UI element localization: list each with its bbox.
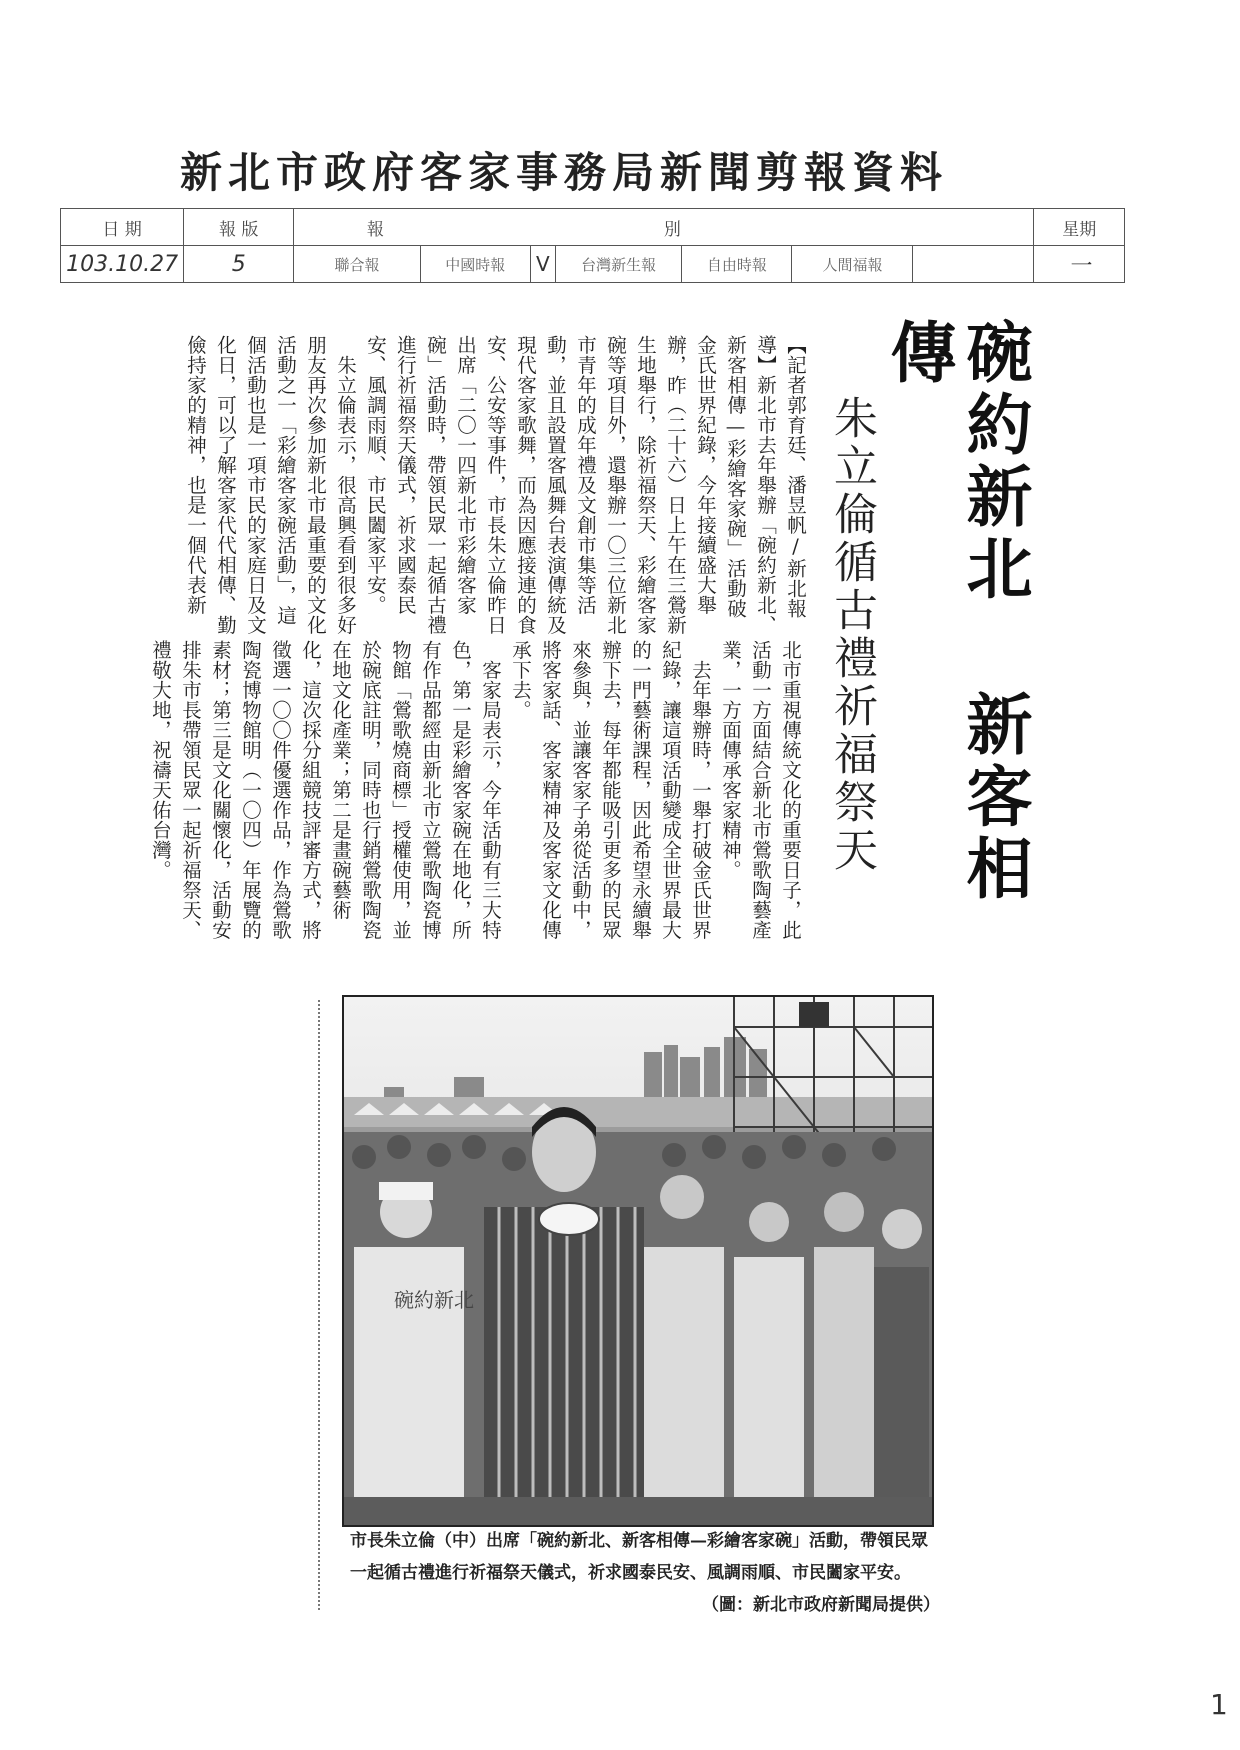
page-title: 新北市政府客家事務局新聞剪報資料 <box>180 148 949 197</box>
article-body-lower <box>149 640 805 945</box>
cut-line <box>318 1000 320 1610</box>
weekday-value: 一 <box>1034 246 1125 283</box>
news-photo <box>342 995 934 1527</box>
paper-ltn: 自由時報 <box>682 246 792 283</box>
clipping-header-table <box>60 208 1125 283</box>
date-value: 103.10.27 <box>61 246 184 283</box>
caption-text: 市長朱立倫（中）出席「碗約新北、新客相傳—彩繪客家碗」活動，帶領民眾一起循古禮進行祈福祭天儀式，祈求國泰民安、風調雨順、市民闔家平安。 <box>350 1531 928 1583</box>
event-photo-illustration <box>344 997 932 1525</box>
body-paragraph: 客家局表示，今年活動有三大特色，第一是彩繪客家碗在地化，所有作品都經由新北市立鶯歌陶瓷博物館「鶯歌燒商標」授權使用，並於碗底註明，同時也行銷鶯歌陶瓷在地文化產業；第二是畫碗藝術化，這次採分組競技評審方式，將徵選一〇〇件優選作品，作為鶯歌陶瓷博物館明（一〇四）年展覽的素材；第三是文化關懷化，活動安排朱市長帶領民眾一起祈福祭天、禮敬大地，祝禱天佑台灣。 <box>149 640 502 940</box>
body-paragraph: 朱立倫表示，很高興看到很多好朋友再次參加新北市最重要的文化活動之一「彩繪客家碗活動」，這個活動也是一項市民的家庭日及文化日，可以了解客家代代相傳、勤儉持家的精神，也是一個代表新 <box>184 335 357 635</box>
date-col-header: 日 期 <box>61 209 184 246</box>
article-subhead: 朱立倫循古禮祈福祭天 <box>826 395 877 875</box>
page-value: 5 <box>184 246 294 283</box>
article-headline: 碗約新北 新客相傳 <box>879 318 1033 906</box>
article-body-upper <box>184 335 810 635</box>
photo-credit: （圖：新北市政府新聞局提供） <box>702 1595 940 1615</box>
paper-check-mark: V <box>530 246 555 283</box>
paper-chinatimes: 中國時報 <box>420 246 530 283</box>
paper-blank <box>913 246 1034 283</box>
paper-merit: 人間福報 <box>792 246 913 283</box>
page-col-header: 報 版 <box>184 209 294 246</box>
body-paragraph: 【記者郭育廷、潘昱帆/新北報導】新北市去年舉辦「碗約新北、新客相傳—彩繪客家碗」活動破金氏世界紀錄，今年接續盛大舉辦，昨（二十六）日上午在三鶯新生地舉行，除祈福祭天、彩繪客家碗等項目外，還舉辦一〇三位新北市青年的成年禮及文創市集等活動，並且設置客風舞台表演傳統及現代客家歌舞，而為因應接連的食安、公安等事件，市長朱立倫昨日出席「二〇一四新北市彩繪客家碗」活動時，帶領民眾一起循古禮進行祈福祭天儀式，祈求國泰民安、風調雨順、市民闔家平安。 <box>364 335 807 635</box>
page-mark: 1 <box>1210 1688 1228 1721</box>
shirt-logo-left: 碗約新北 <box>394 1288 474 1312</box>
body-paragraph: 去年舉辦時，一舉打破金氏世界紀錄，讓這項活動變成全世界最大的一門藝術課程，因此希望永續舉辦下去，每年都能吸引更多的民眾來參與，並讓客家子弟從活動中，將客家話、客家精神及客家文化傳承下去。 <box>509 640 712 940</box>
paper-col-header: 報別 <box>294 209 1034 246</box>
weekday-col-header: 星期 <box>1034 209 1125 246</box>
paper-tssdnews: 台灣新生報 <box>555 246 681 283</box>
photo-caption <box>350 1525 940 1621</box>
paper-udn: 聯合報 <box>294 246 420 283</box>
body-paragraph: 北市重視傳統文化的重要日子，此活動一方面結合新北市鶯歌陶藝產業，一方面傳承客家精神。 <box>719 640 802 940</box>
